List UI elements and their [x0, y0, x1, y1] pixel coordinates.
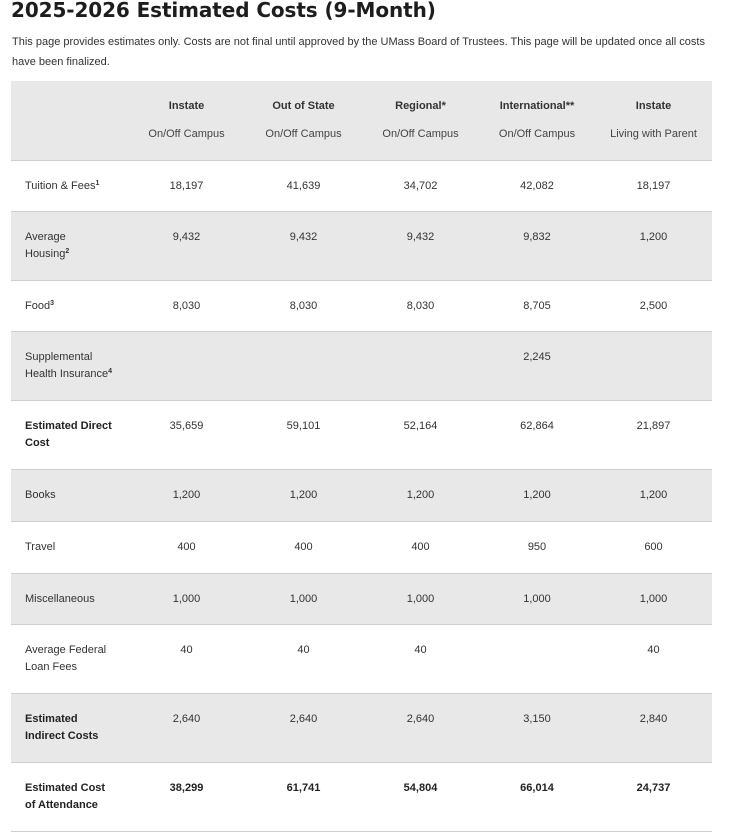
header-blank: [11, 81, 128, 160]
table-cell: 8,030: [245, 280, 362, 331]
table-cell: 3,150: [479, 693, 595, 762]
row-label-line: Estimated: [25, 712, 78, 725]
table-cell: 40: [595, 624, 712, 693]
table-cell: 2,640: [128, 693, 245, 762]
table-cell: 24,737: [595, 762, 712, 831]
table-cell: 8,030: [362, 280, 479, 331]
row-label: Books: [11, 469, 128, 521]
table-cell: 21,897: [595, 400, 712, 469]
table-cell: 9,432: [362, 211, 479, 280]
row-label: [11, 693, 128, 762]
table-cell: 950: [479, 521, 595, 573]
table-cell: [479, 624, 595, 693]
table-cell: [245, 331, 362, 400]
table-cell: 2,640: [245, 693, 362, 762]
table-cell: 400: [245, 521, 362, 573]
table-row: [11, 211, 712, 280]
header-col-1-sub: On/Off Campus: [148, 128, 225, 141]
table-cell: 8,030: [128, 280, 245, 331]
header-col-1-name: Instate: [168, 100, 205, 113]
table-cell: 600: [595, 521, 712, 573]
page-title: 2025-2026 Estimated Costs (9-Month): [11, 0, 436, 22]
footnote-marker: 4: [108, 367, 113, 375]
table-cell: 40: [245, 624, 362, 693]
row-label-line: Health Insurance: [25, 367, 109, 380]
row-label-line: Average Federal: [25, 643, 107, 656]
cost-table: [11, 81, 712, 832]
header-col-4: [479, 81, 595, 160]
table-cell: 35,659: [128, 400, 245, 469]
table-cell: 1,000: [479, 573, 595, 624]
table-cell: 62,864: [479, 400, 595, 469]
table-cell: 1,200: [595, 211, 712, 280]
table-cell: 2,640: [362, 693, 479, 762]
header-col-4-name: International**: [499, 100, 575, 113]
table-cell: [595, 331, 712, 400]
footnote-marker: 2: [65, 247, 70, 255]
table-cell: 38,299: [128, 762, 245, 831]
table-cell: 400: [362, 521, 479, 573]
table-cell: 9,832: [479, 211, 595, 280]
table-cell: 1,200: [479, 469, 595, 521]
header-col-4-sub: On/Off Campus: [498, 128, 576, 141]
row-label-line: Loan Fees: [25, 660, 77, 673]
table-cell: 1,000: [595, 573, 712, 624]
table-cell: 40: [362, 624, 479, 693]
row-label-line: of Attendance: [25, 798, 98, 811]
table-cell: 2,840: [595, 693, 712, 762]
header-col-2-name: Out of State: [272, 100, 335, 113]
row-label: [11, 762, 128, 831]
table-cell: 2,245: [479, 331, 595, 400]
row-label: [11, 331, 128, 400]
header-col-1: [128, 81, 245, 160]
table-cell: 1,200: [128, 469, 245, 521]
footnote-marker: 1: [95, 179, 100, 187]
table-cell: 1,000: [245, 573, 362, 624]
table-cell: 9,432: [245, 211, 362, 280]
row-label: Miscellaneous: [11, 573, 128, 624]
table-row: [11, 624, 712, 693]
table-row: [11, 400, 712, 469]
row-label-line: Estimated Cost: [25, 781, 106, 794]
table-cell: 18,197: [128, 160, 245, 211]
row-label: [11, 211, 128, 280]
table-header-row: [11, 81, 712, 160]
row-label: [11, 280, 128, 331]
table-row: [11, 573, 712, 624]
table-row: [11, 521, 712, 573]
table-cell: 66,014: [479, 762, 595, 831]
table-cell: 8,705: [479, 280, 595, 331]
table-cell: 42,082: [479, 160, 595, 211]
table-cell: [128, 331, 245, 400]
header-col-5-name: Instate: [635, 100, 672, 113]
table-cell: 41,639: [245, 160, 362, 211]
intro-text: This page provides estimates only. Costs are not final until approved by the UMass Board of Trustees. This page will be updated once all costs have been finalized.: [12, 36, 705, 68]
row-label-text: Food: [25, 299, 51, 312]
table-cell: 1,200: [245, 469, 362, 521]
table-cell: [362, 331, 479, 400]
table-row: [11, 160, 712, 211]
table-row: [11, 762, 712, 831]
row-label-text: Tuition & Fees: [25, 179, 96, 192]
table-cell: 59,101: [245, 400, 362, 469]
table-cell: 1,000: [362, 573, 479, 624]
header-col-5: [595, 81, 712, 160]
header-col-5-sub: Living with Parent: [610, 128, 697, 141]
header-col-3-name: Regional*: [395, 100, 446, 113]
table-row: [11, 693, 712, 762]
table-cell: 34,702: [362, 160, 479, 211]
row-label-line: Housing: [25, 247, 66, 260]
table-row: [11, 280, 712, 331]
table-cell: 40: [128, 624, 245, 693]
row-label-line: Supplemental: [25, 350, 93, 363]
header-col-3-sub: On/Off Campus: [382, 128, 459, 141]
table-cell: 1,200: [595, 469, 712, 521]
row-label-line: Estimated Direct: [25, 419, 112, 432]
table-cell: 18,197: [595, 160, 712, 211]
header-col-2: [245, 81, 362, 160]
table-cell: 1,200: [362, 469, 479, 521]
table-row: [11, 469, 712, 521]
row-label: Travel: [11, 521, 128, 573]
row-label-line: Cost: [25, 436, 50, 449]
table-cell: 1,000: [128, 573, 245, 624]
footnote-marker: 3: [50, 299, 54, 307]
row-label-line: Indirect Costs: [25, 729, 99, 742]
table-cell: 52,164: [362, 400, 479, 469]
table-cell: 9,432: [128, 211, 245, 280]
row-label: [11, 160, 128, 211]
header-col-2-sub: On/Off Campus: [265, 128, 342, 141]
table-row: [11, 331, 712, 400]
row-label: [11, 624, 128, 693]
row-label-line: Average: [25, 230, 66, 243]
table-cell: 2,500: [595, 280, 712, 331]
table-cell: 61,741: [245, 762, 362, 831]
table-cell: 400: [128, 521, 245, 573]
header-col-3: [362, 81, 479, 160]
row-label: [11, 400, 128, 469]
table-cell: 54,804: [362, 762, 479, 831]
